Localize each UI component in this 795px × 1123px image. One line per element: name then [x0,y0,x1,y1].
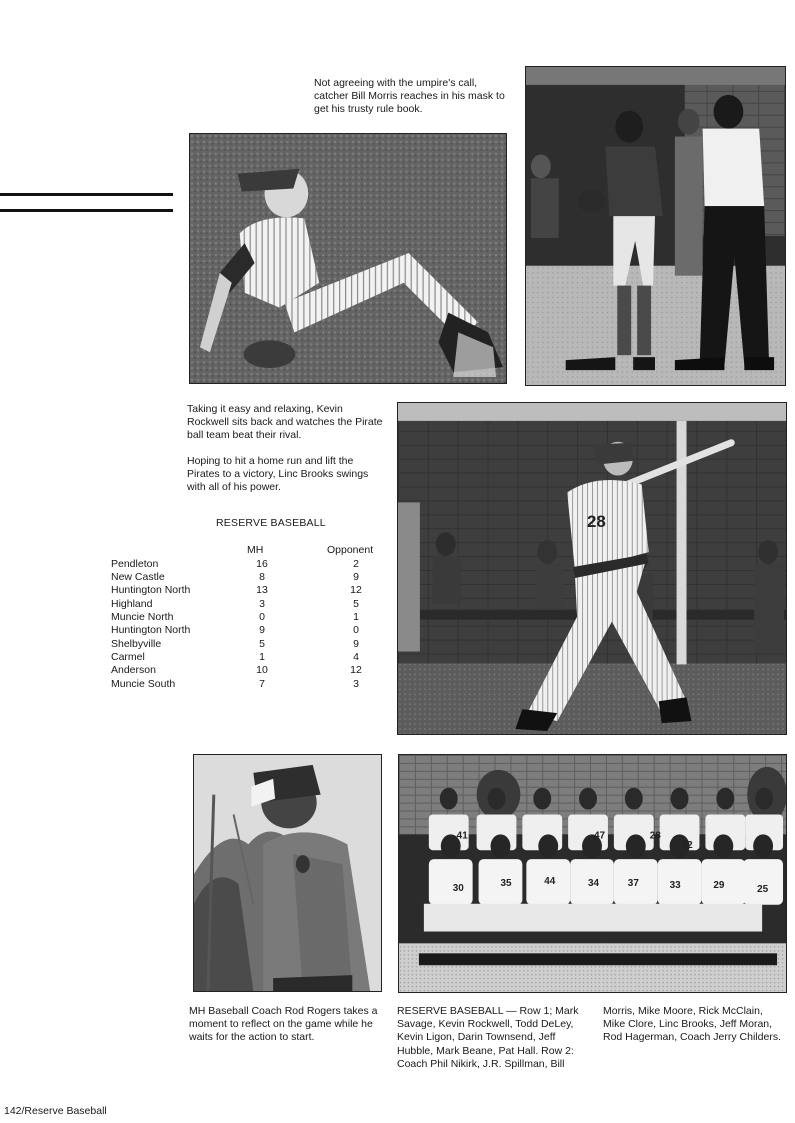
score-row [111,638,381,651]
caption-team-column-2: Morris, Mike Moore, Rick McClain, Mike Clore, Linc Brooks, Jeff Moran, Rod Hagerman, Coach Jerry Childers. [603,1005,781,1044]
score-row [111,651,381,664]
caption-umpire: Not agreeing with the umpire's call, catcher Bill Morris reaches in his mask to get his trusty rule book. [314,77,505,116]
team-front-number: 44 [544,875,556,887]
caption-coach: MH Baseball Coach Rod Rogers takes a moment to reflect on the game while he waits for the action to start. [189,1005,378,1044]
score-row [111,558,381,571]
team-front-number: 30 [452,882,464,894]
score-team: Carmel [111,651,145,663]
photo-team [398,754,787,993]
score-mh: 1 [259,651,265,663]
divider-rule-bottom [0,209,173,212]
team-back-number: 41 [456,830,468,842]
score-mh: 3 [259,598,265,610]
score-team: Huntington North [111,584,191,596]
score-row [111,611,381,624]
score-opponent: 2 [353,558,359,570]
score-mh: 5 [259,638,265,650]
score-mh: 0 [259,611,265,623]
score-mh: 10 [256,664,268,676]
photo-coach [193,754,382,992]
score-opponent: 9 [353,571,359,583]
score-row [111,598,381,611]
page-footer: 142/Reserve Baseball [4,1105,107,1117]
score-mh: 7 [259,678,265,690]
score-mh: 8 [259,571,265,583]
team-front-number: 25 [757,883,769,895]
score-team: Shelbyville [111,638,162,650]
team-front-number: 33 [669,879,681,891]
score-team: Muncie South [111,678,176,690]
score-opponent: 12 [350,584,362,596]
score-opponent: 5 [353,598,359,610]
score-row [111,571,381,584]
score-opponent: 1 [353,611,359,623]
scores-col-opponent: Opponent [327,544,374,556]
team-front-number: 35 [500,877,512,889]
caption-team-column-1: RESERVE BASEBALL — Row 1; Mark Savage, Kevin Rockwell, Todd DeLey, Kevin Ligon, Darin Townsend, Jeff Hubble, Mark Beane, Pat Hall. Row 2: Coach Phil Nikirk, J.R. Spillman, Bill [397,1005,579,1070]
scores-title: RESERVE BASEBALL [216,517,326,529]
photo-catcher-umpire [525,66,786,386]
score-opponent: 4 [353,651,359,663]
score-row [111,664,381,677]
caption-relaxing: Taking it easy and relaxing, Kevin Rockwell sits back and watches the Pirate ball team beat their rival. [187,403,383,442]
batter-jersey-number: 28 [587,512,606,532]
team-back-number: 32 [681,840,693,852]
team-back-number: 28 [649,830,661,842]
score-team: Highland [111,598,153,610]
caption-homerun: Hoping to hit a home run and lift the Pirates to a victory, Linc Brooks swings with all of his power. [187,455,369,494]
team-front-number: 29 [713,879,725,891]
score-row [111,624,381,637]
score-team: Pendleton [111,558,159,570]
team-front-number: 34 [588,877,600,889]
team-back-number: 47 [593,830,606,842]
team-front-number: 37 [627,877,639,889]
score-opponent: 3 [353,678,359,690]
score-mh: 16 [256,558,268,570]
scores-col-mh: MH [247,544,264,556]
divider-rule-top [0,193,173,196]
score-opponent: 9 [353,638,359,650]
score-team: New Castle [111,571,165,583]
score-opponent: 12 [350,664,362,676]
score-team: Anderson [111,664,156,676]
score-row [111,678,381,691]
score-mh: 9 [259,624,265,636]
photo-batter-swing [397,402,787,735]
score-team: Muncie North [111,611,174,623]
score-team: Huntington North [111,624,191,636]
photo-sitting-player [189,133,507,384]
score-row [111,584,381,597]
score-mh: 13 [256,584,268,596]
score-opponent: 0 [353,624,359,636]
